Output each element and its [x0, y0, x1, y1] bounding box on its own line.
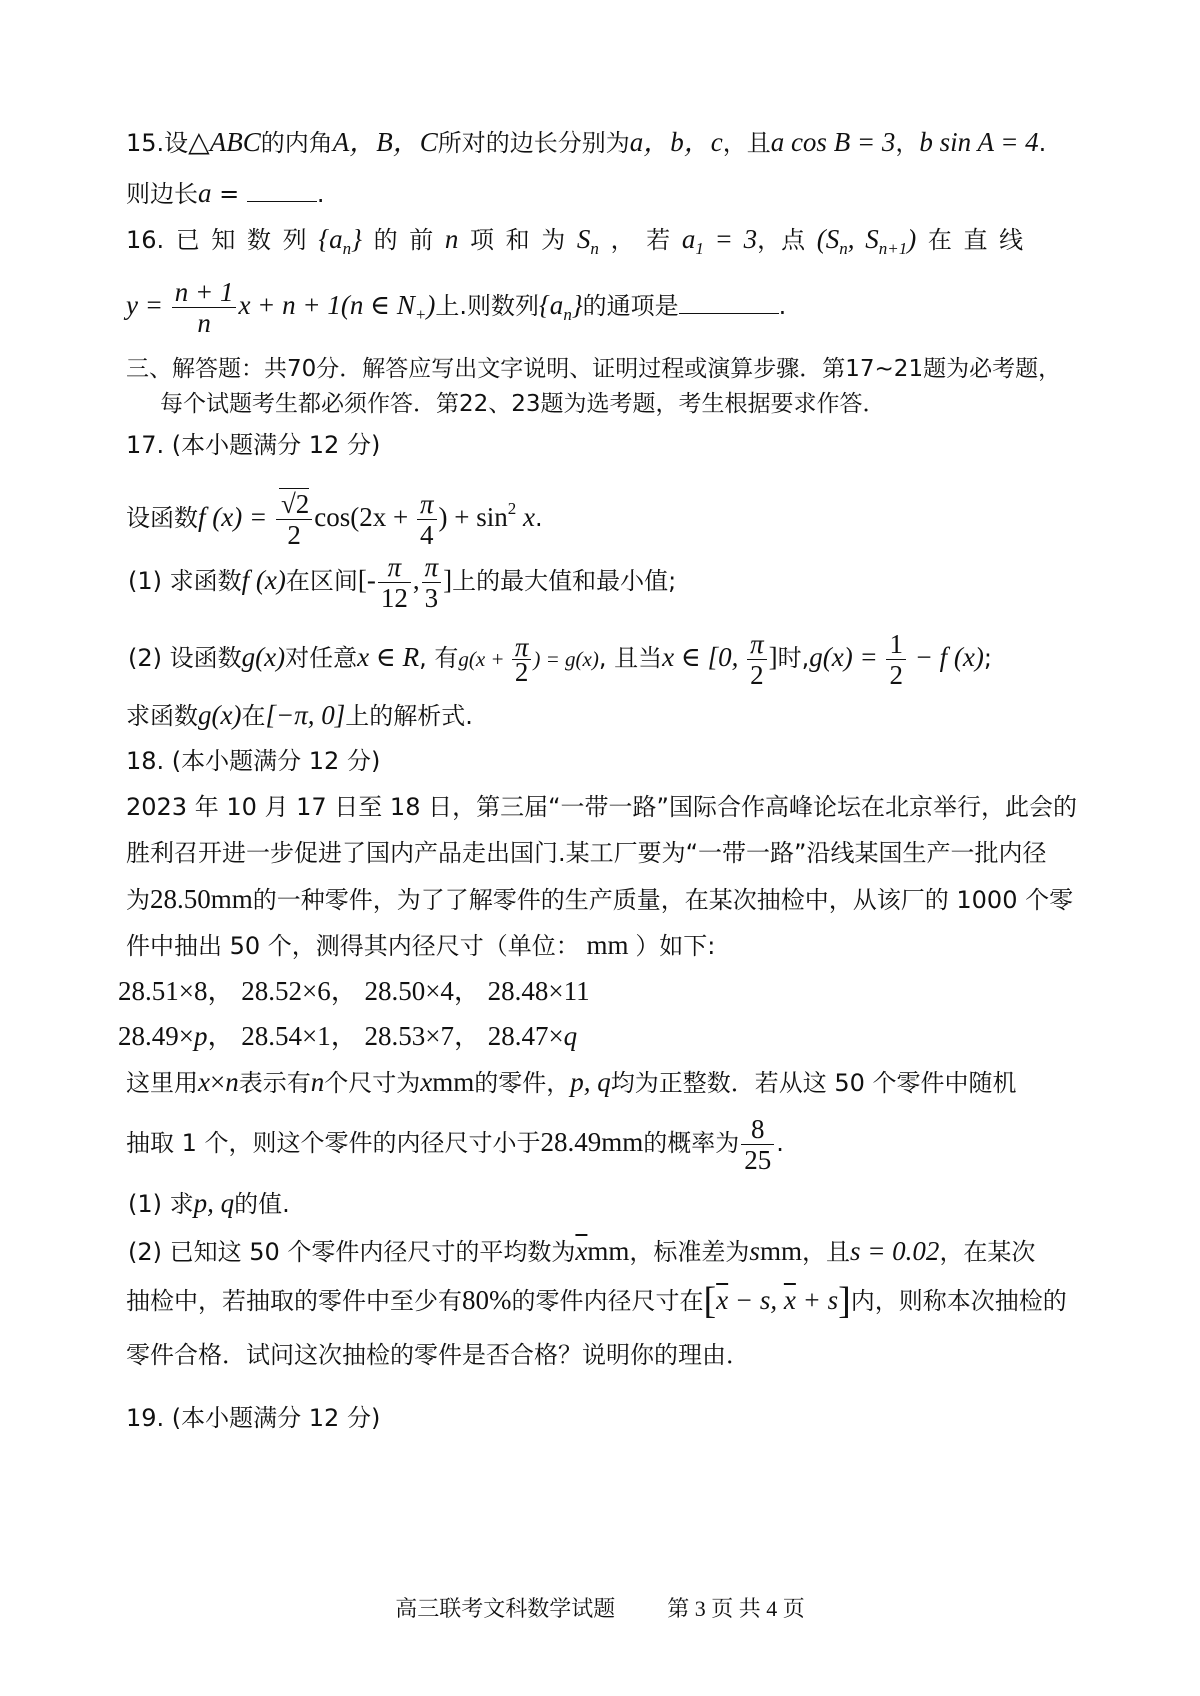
- q18-text: ，标准差为: [629, 1238, 750, 1266]
- q18-text: 抽检中，若抽取的零件中至少有: [126, 1287, 462, 1315]
- q17-g: g(x): [241, 642, 286, 672]
- q17-interval: [−π, 0]: [265, 700, 346, 730]
- q18-interval: + s: [795, 1285, 839, 1315]
- q17-f: f (x) =: [198, 502, 274, 532]
- triangle-symbol: △: [188, 125, 210, 158]
- q16-text: 的 前: [373, 226, 434, 254]
- q18-text: ）如下:: [635, 932, 716, 960]
- q16-seq2: $\{a_n\}$: [539, 290, 583, 324]
- q18-part2: [128, 1234, 1035, 1269]
- q18-line5: [126, 1065, 1017, 1100]
- section3-line2: 每个试题考生都必须作答．第22、23题为选考题，考生根据要求作答．: [160, 391, 886, 417]
- q18-times: ×: [209, 1067, 226, 1097]
- q16-fraction: $\frac{n + 1}{n}$: [172, 277, 237, 338]
- q17-pi3-frac: $\frac{\pi}{3}$: [422, 552, 442, 613]
- q18-n: n: [310, 1067, 325, 1097]
- q17-part2: [128, 625, 992, 691]
- q17-interval: x ∈ [0,: [662, 642, 746, 672]
- q17-sup: 2: [507, 499, 517, 518]
- q17-text: 在区间: [285, 567, 358, 595]
- q18-text: ，且: [801, 1238, 850, 1266]
- q17-x: x: [516, 502, 535, 532]
- answer-blank: [247, 177, 317, 202]
- q17-text: 上的解析式.: [345, 702, 473, 730]
- q15-line2: [126, 176, 325, 211]
- q15-text: .: [1038, 129, 1047, 157]
- q15-sides: a，b，c: [629, 127, 723, 157]
- q18-text: 为: [126, 886, 150, 914]
- q15-angles: A，B，C: [332, 127, 438, 157]
- q18-percent: 80%: [462, 1285, 512, 1315]
- q18-text: 个尺寸为: [324, 1069, 421, 1097]
- q18-text: (2) 已知这 50 个零件内径尺寸的平均数为: [128, 1238, 576, 1266]
- q16-text: 的通项是: [582, 292, 679, 320]
- q18-text: 均为正整数．若从这 50 个零件中随机: [610, 1069, 1017, 1097]
- q16-text: 上.则数列: [435, 292, 539, 320]
- q16-line2: [126, 273, 786, 347]
- answer-blank: [679, 289, 779, 314]
- q18-xbar: $\overline{x}$: [716, 1285, 729, 1315]
- q18-text: 抽取 1 个，则这个零件的内径尺寸小于: [126, 1129, 541, 1157]
- q17-text: , 且当: [598, 644, 663, 672]
- q15-text: 所对的边长分别为: [437, 129, 630, 157]
- q17-part3: [126, 698, 473, 733]
- q17-g: g(x) =: [809, 642, 885, 672]
- q18-pq: p, q: [570, 1067, 611, 1097]
- q18-n: n: [225, 1067, 239, 1097]
- q16-a1: $a_1 = 3$: [681, 224, 758, 258]
- q18-text: ，在某次: [939, 1238, 1036, 1266]
- q18-text: 的值.: [234, 1190, 290, 1218]
- q17-cos: cos(2x +: [314, 502, 415, 532]
- q18-unit: mm: [579, 930, 636, 960]
- q16-line-eq: x + n + 1(n ∈ $N_+$): [238, 290, 436, 324]
- q18-line2: 胜利召开进一步促进了国内产品走出国门.某工厂要为“一带一路”沿线某国生产一批内径: [126, 839, 1047, 867]
- q17-sqrt2-frac: $\frac{√2}{2}$: [276, 488, 312, 550]
- q17-text: 在: [241, 702, 266, 730]
- q15-text: .: [316, 180, 325, 208]
- q15-text: 15.设: [126, 129, 189, 157]
- q17-text: 上的最大值和最小值;: [452, 567, 677, 595]
- q17-heading: 17. (本小题满分 12 分): [126, 431, 381, 459]
- q15-cond2: b sin A = 4: [919, 127, 1039, 157]
- bracket: [: [703, 1280, 717, 1322]
- q16-text: 16. 已 知 数 列: [126, 226, 307, 254]
- q17-text: 设函数: [126, 504, 198, 532]
- q16-text: ， 若: [610, 226, 671, 254]
- q16-S: $S_n$: [576, 224, 599, 258]
- q18-text: 的概率为: [643, 1129, 740, 1157]
- q17-text: (2) 设函数: [128, 644, 242, 672]
- q17-pi4-frac: $\frac{\pi}{4}$: [417, 489, 437, 550]
- q18-x: x: [198, 1067, 210, 1097]
- q18-value: 28.49mm: [540, 1127, 644, 1157]
- q17-part1: [128, 548, 676, 613]
- q16-text: 在 直 线: [927, 226, 1024, 254]
- q18-heading: 18. (本小题满分 12 分): [126, 747, 381, 775]
- q15-text: =: [211, 180, 247, 208]
- page-footer: [0, 1592, 1200, 1623]
- q18-s-value: s = 0.02: [849, 1236, 940, 1266]
- q18-interval: − s,: [728, 1285, 784, 1315]
- q18-text: 的零件，: [474, 1069, 571, 1097]
- q18-unit: mm: [432, 1067, 475, 1097]
- bracket: ]: [443, 565, 453, 595]
- q18-line3: [126, 882, 1073, 917]
- q18-unit: mm: [587, 1236, 630, 1266]
- q17-g-eq: ) = g(x): [533, 647, 599, 671]
- q16-seq: $\{a_n\}$: [318, 224, 362, 258]
- q17-text: .: [534, 504, 543, 532]
- q15-cond1: a cos B = 3: [770, 127, 896, 157]
- q18-text: 件中抽出 50 个，测得其内径尺寸（单位：: [126, 932, 580, 960]
- q17-text: 对任意: [285, 644, 358, 672]
- footer-page-number: 第 3 页 共 4 页: [667, 1596, 805, 1621]
- q16-text: ，点: [757, 226, 806, 254]
- q18-text: 表示有: [238, 1069, 311, 1097]
- q17-f: − f (x): [907, 642, 984, 672]
- q15-line1: [126, 125, 1046, 160]
- q18-text: .: [776, 1129, 784, 1157]
- q18-xbar: $\overline{x}$: [783, 1285, 796, 1315]
- q18-unit: mm: [759, 1236, 802, 1266]
- q18-text: 的一种零件，为了了解零件的生产质量，在某次抽检中，从该厂的 1000 个零: [252, 886, 1074, 914]
- q18-part2-line3: 零件合格．试问这次抽检的零件是否合格？说明你的理由．: [126, 1341, 750, 1369]
- q15-text: 的内角: [260, 129, 333, 157]
- q18-x: x: [420, 1067, 433, 1097]
- q18-xbar: $\overline{x}$: [575, 1236, 588, 1266]
- bracket: ]: [838, 1280, 851, 1322]
- q16-point: ($S_n$, $S_{n+1}$): [816, 224, 917, 258]
- q15-text: ，: [895, 129, 920, 157]
- q18-line6: [126, 1110, 784, 1175]
- comma: ,: [412, 565, 420, 595]
- q18-line1: 2023 年 10 月 17 日至 18 日，第三届“一带一路”国际合作高峰论坛在北京举行，此会的: [126, 793, 1077, 821]
- q18-part1: [128, 1186, 290, 1221]
- q18-part2-line2: [126, 1280, 1067, 1322]
- q18-s: s: [749, 1236, 760, 1266]
- q15-abc: ABC: [209, 127, 261, 157]
- q17-g-eq: g(x +: [458, 647, 510, 671]
- q17-f: f (x): [241, 565, 286, 595]
- q17-text: 时,: [777, 644, 810, 672]
- q17-half-frac: $\frac{1}{2}$: [886, 629, 906, 690]
- q16-text: 项 和 为: [470, 226, 566, 254]
- q17-text: 求函数: [126, 702, 198, 730]
- q18-value: 28.50mm: [150, 884, 253, 914]
- q19-heading: 19. (本小题满分 12 分): [126, 1404, 381, 1432]
- q15-text: 则边长: [126, 180, 198, 208]
- q18-p: p: [193, 1021, 208, 1051]
- q15-text: ，且: [722, 129, 771, 157]
- q17-pi12-frac: $\frac{\pi}{12}$: [378, 552, 411, 613]
- q18-data: 28.49×: [118, 1021, 194, 1051]
- bracket: [-: [357, 565, 376, 595]
- q16-y: y =: [126, 290, 170, 320]
- q17-text: , 有: [419, 644, 459, 672]
- q18-text: (1) 求: [128, 1190, 194, 1218]
- q18-q: q: [563, 1021, 578, 1051]
- q17-text: ;: [983, 644, 992, 672]
- q17-pi2-frac: $\frac{\pi}{2}$: [512, 635, 532, 684]
- bracket: ]: [768, 642, 778, 672]
- q18-line4: [126, 928, 715, 963]
- q18-data-row1: 28.51×8， 28.52×6， 28.50×4， 28.48×11: [118, 976, 590, 1006]
- q17-sin: ) + sin: [438, 502, 508, 532]
- footer-title: 高三联考文科数学试题: [395, 1596, 616, 1621]
- q18-probability-frac: $\frac{8}{25}$: [741, 1114, 774, 1175]
- q17-function: [126, 474, 543, 553]
- q17-pi2-frac2: $\frac{\pi}{2}$: [747, 629, 767, 690]
- q18-text: 的零件内径尺寸在: [511, 1287, 704, 1315]
- q15-var: a: [198, 178, 212, 208]
- q18-pq: p, q: [193, 1188, 235, 1218]
- q16-line1: [126, 222, 1023, 266]
- section3-line1: 三、解答题：共70分．解答应写出文字说明、证明过程或演算步骤．第17~21题为必考题，: [126, 356, 1062, 382]
- q17-g: g(x): [198, 700, 242, 730]
- q16-text: .: [778, 292, 787, 320]
- q18-text: 这里用: [126, 1069, 198, 1097]
- q18-text: 内，则称本次抽检的: [850, 1287, 1067, 1315]
- q16-n: n: [444, 224, 459, 254]
- q17-xr: x ∈ R: [357, 642, 420, 672]
- q18-data-row2: [118, 1019, 577, 1054]
- q18-data: ， 28.54×1， 28.53×7， 28.47×: [207, 1021, 564, 1051]
- q17-text: (1) 求函数: [128, 567, 242, 595]
